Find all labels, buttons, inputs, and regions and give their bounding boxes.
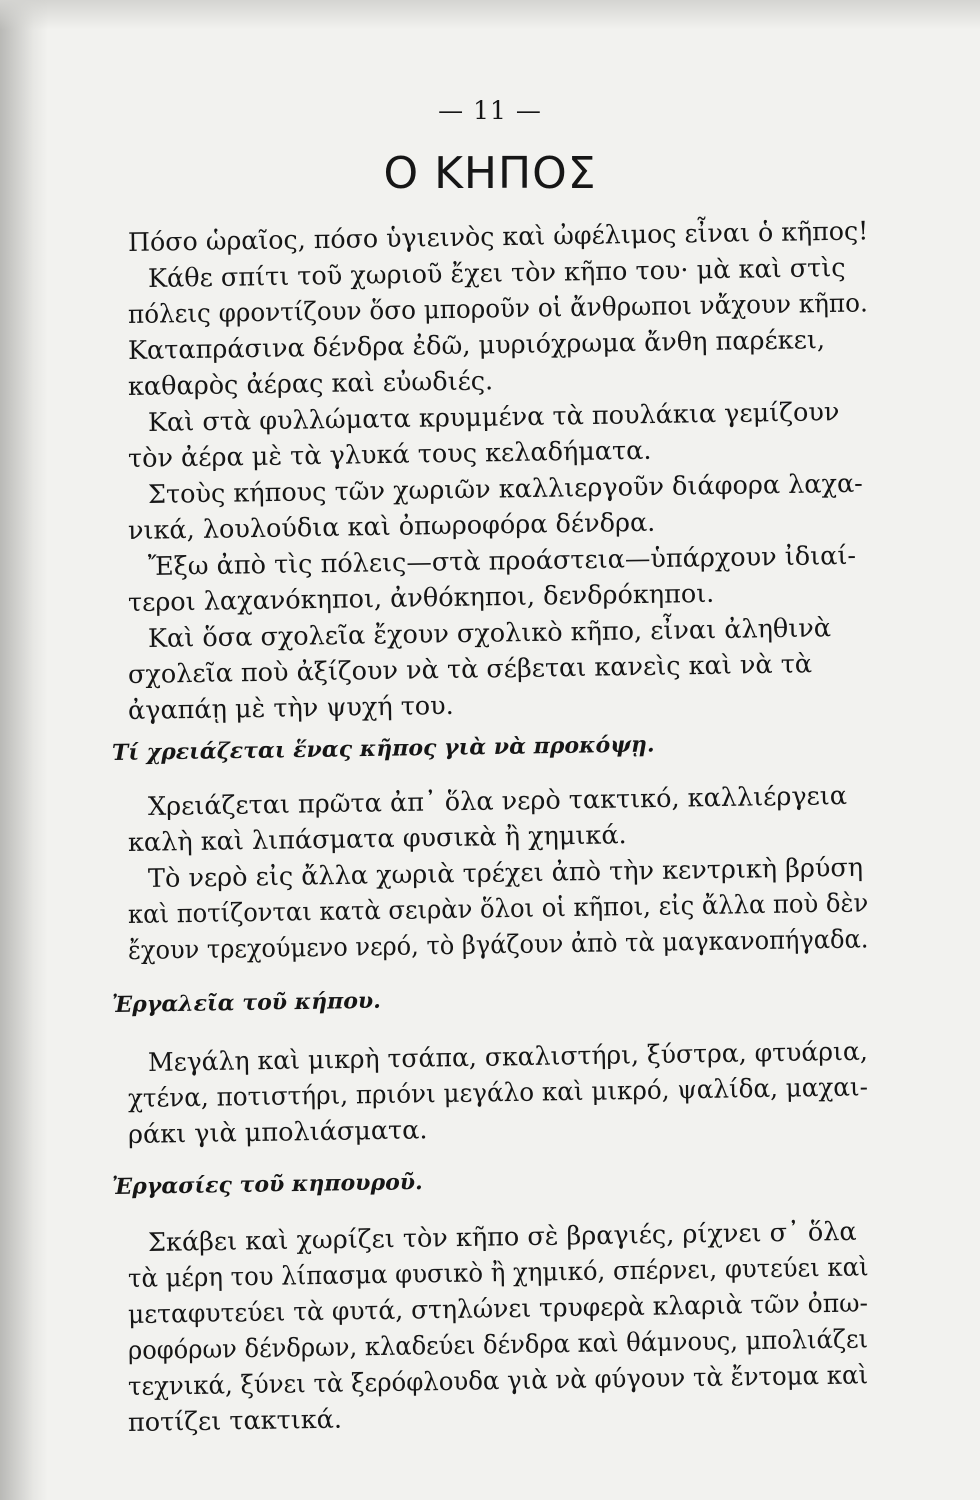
text-line: τὰ μέρη του λίπασμα φυσικὸ ἢ χημικό, σπέρνει, φυτεύει καὶ [127,1252,869,1294]
page-title: Ο ΚΗΠΟΣ [383,148,597,199]
text-line: ἔχουν τρεχούμενο νερό, τὸ βγάζουν ἀπὸ τὰ μαγκανοπήγαδα. [127,924,869,966]
text-line: Ἔξω ἀπὸ τὶς πόλεις—στὰ προάστεια—ὑπάρχουν ἰδιαί- [147,540,857,582]
text-line: σχολεῖα ποὺ ἀξίζουν νὰ τὰ σέβεται κανεὶς καὶ νὰ τὰ [127,649,813,690]
page-top-shadow [0,0,980,30]
section-heading: Ἐργασίες τοῦ κηπουροῦ. [111,1169,423,1200]
text-line: ποτίζει τακτικά. [127,1404,343,1438]
text-line: ἀγαπάῃ μὲ τὴν ψυχή του. [127,690,455,726]
text-line: καὶ ποτίζονται κατὰ σειρὰν ὅλοι οἱ κῆποι, εἰς ἄλλα ποὺ δὲν [127,888,869,930]
text-line: πόλεις φροντίζουν ὅσο μποροῦν οἱ ἄνθρωποι νἄχουν κῆπο. [127,288,869,330]
page-edge-shadow [0,0,48,1500]
text-line: Καὶ ὅσα σχολεῖα ἔχουν σχολικὸ κῆπο, εἶναι ἀληθινὰ [147,613,832,654]
section-heading: Τί χρειάζεται ἕνας κῆπος γιὰ νὰ προκόψῃ. [111,731,655,766]
text-line: μεταφυτεύει τὰ φυτά, στηλώνει τρυφερὰ κλαριὰ τῶν ὀπω- [127,1288,869,1330]
text-line: νικά, λουλούδια καὶ ὀπωροφόρα δένδρα. [127,507,656,546]
text-line: ροφόρων δένδρων, κλαδεύει δένδρα καὶ θάμνους, μπολιάζει [127,1324,869,1366]
text-line: Κάθε σπίτι τοῦ χωριοῦ ἔχει τὸν κῆπο του· μὰ καὶ στὶς [147,253,846,294]
text-line: Τὸ νερὸ εἰς ἄλλα χωριὰ τρέχει ἀπὸ τὴν κεντρικὴ βρύση [147,852,864,894]
text-line: τὸν ἀέρα μὲ τὰ γλυκά τους κελαδήματα. [127,435,652,474]
page-number: — 11 — [438,96,542,125]
text-line: Μεγάλη καὶ μικρὴ τσάπα, σκαλιστήρι, ξύστρα, φτυάρια, [147,1036,869,1078]
text-line: Καταπράσινα δένδρα ἐδῶ, μυριόχρωμα ἄνθη παρέκει, [127,325,826,366]
text-line: Πόσο ὡραῖος, πόσο ὑγιεινὸς καὶ ὠφέλιμος εἶναι ὁ κῆπος! [127,216,869,258]
section-heading: Ἐργαλεῖα τοῦ κήπου. [111,987,382,1018]
text-line: Στοὺς κήπους τῶν χωριῶν καλλιεργοῦν διάφορα λαχα- [147,468,864,510]
text-line: τεχνικά, ξύνει τὰ ξερόφλουδα γιὰ νὰ φύγουν τὰ ἔντομα καὶ [127,1360,869,1402]
text-line: τεροι λαχανόκηποι, ἀνθόκηποι, δενδρόκηποι. [127,578,715,618]
text-line: καλὴ καὶ λιπάσματα φυσικὰ ἢ χημικά. [127,820,627,858]
text-line: ράκι γιὰ μπολιάσματα. [127,1115,428,1150]
text-line: Σκάβει καὶ χωρίζει τὸν κῆπο σὲ βραγιές, ρίχνει σ᾽ ὅλα [147,1216,857,1258]
text-line: Καὶ στὰ φυλλώματα κρυμμένα τὰ πουλάκια γεμίζουν [147,397,840,438]
text-line: καθαρὸς ἀέρας καὶ εὐωδιές. [127,366,494,402]
text-line: χτένα, ποτιστήρι, πριόνι μεγάλο καὶ μικρό, ψαλίδα, μαχαι- [127,1072,869,1114]
text-line: Χρειάζεται πρῶτα ἀπ᾽ ὅλα νερὸ τακτικό, καλλιέργεια [147,781,848,822]
